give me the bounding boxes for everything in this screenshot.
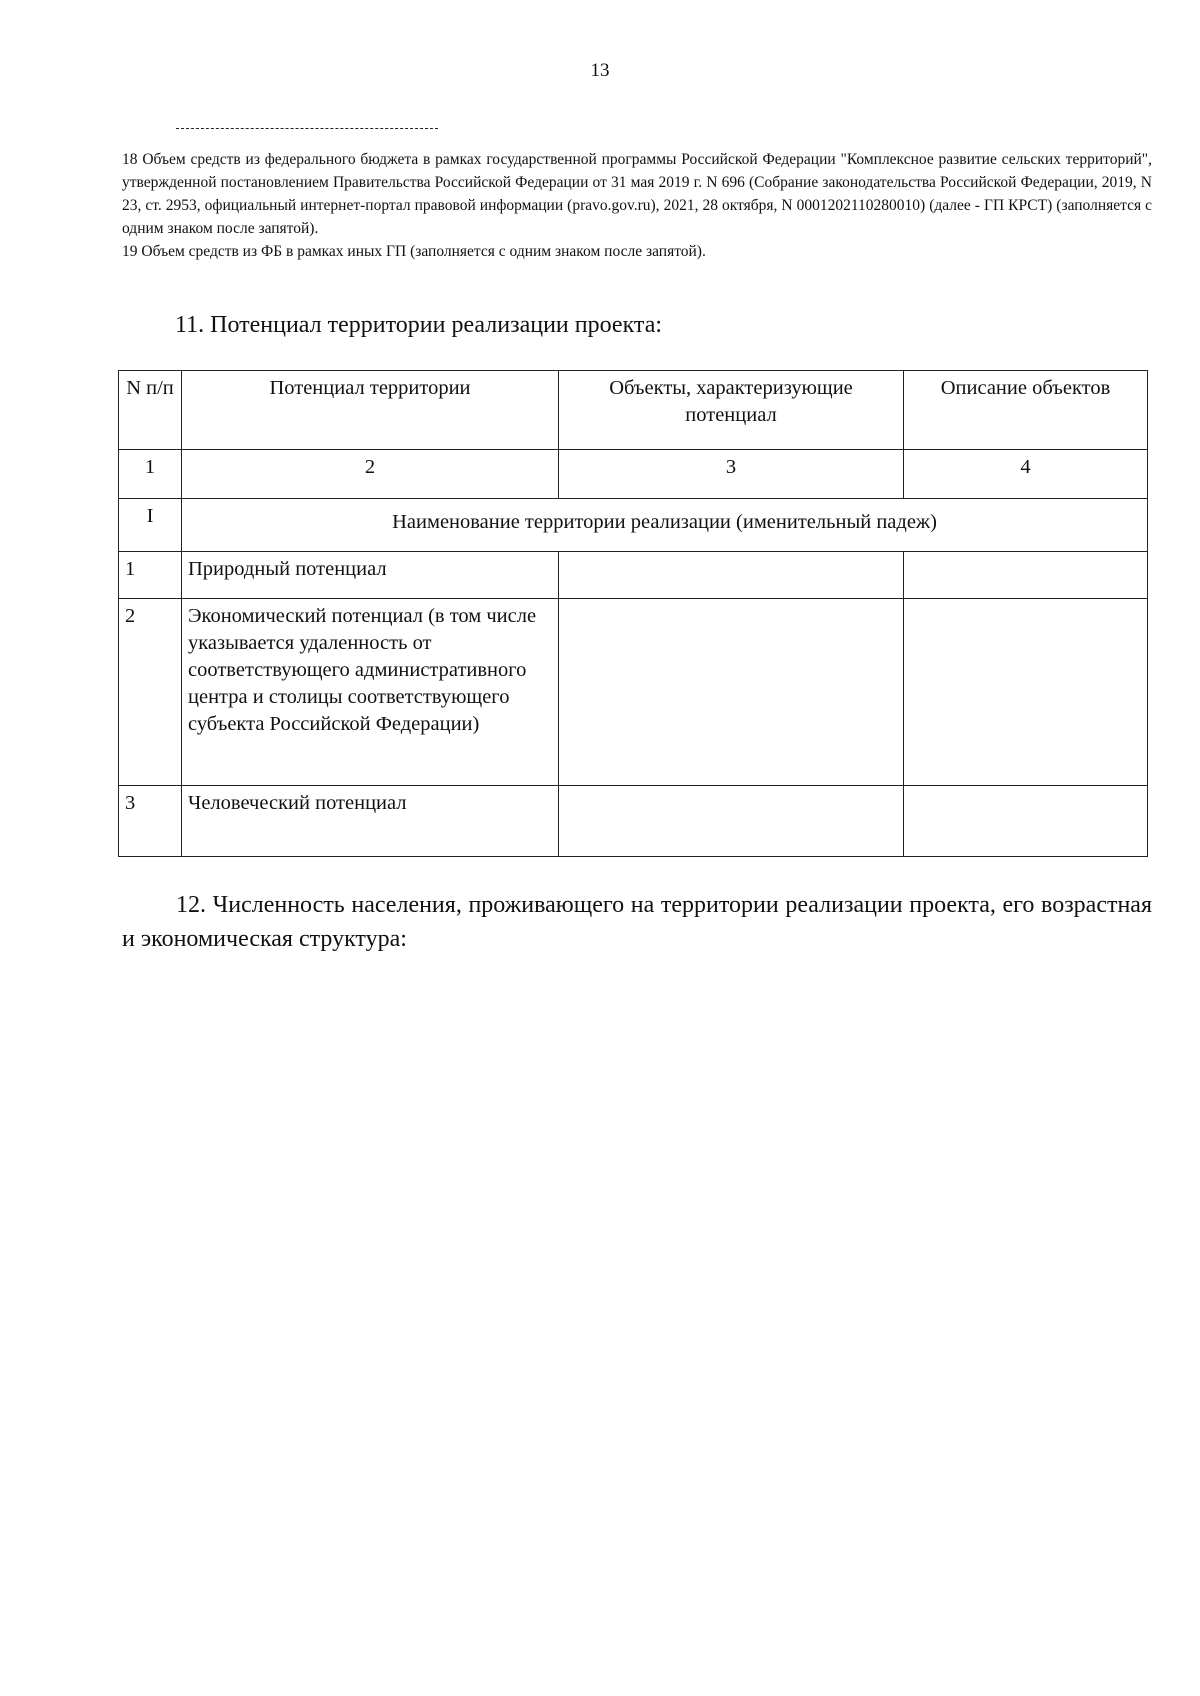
header-description: Описание объектов xyxy=(904,371,1148,450)
table-row xyxy=(119,599,1148,786)
row-num: 3 xyxy=(119,786,182,857)
footnote-18: 18 Объем средств из федерального бюджета в рамках государственной программы Российской Федерации "Комплексное развитие сельских территорий", утвержденной постановлением Правительства Российской Федерации от 31 мая 2019 г. N 696 (Собрание законодательства Российской Федерации, 2019, N 23, ст. 2953, официальный интернет-портал правовой информации (pravo.gov.ru), 2021, 28 октября, N 0001202110280010) (далее - ГП КРСТ) (заполняется с одним знаком после запятой). xyxy=(122,151,1152,237)
footnotes xyxy=(122,148,1152,263)
territory-potential-table xyxy=(118,370,1148,857)
description-cell[interactable] xyxy=(904,599,1148,786)
column-number: 2 xyxy=(182,450,559,499)
column-number: 3 xyxy=(559,450,904,499)
potential-cell: Человеческий потенциал xyxy=(182,786,559,857)
potential-cell: Экономический потенциал (в том числе указывается удаленность от соответствующего административного центра и столицы соответствующего субъекта Российской Федерации) xyxy=(182,599,559,786)
footnote-19: 19 Объем средств из ФБ в рамках иных ГП (заполняется с одним знаком после запятой). xyxy=(122,243,706,260)
description-cell[interactable] xyxy=(904,786,1148,857)
footnote-separator xyxy=(176,128,438,129)
section-11-title: 11. Потенциал территории реализации проекта: xyxy=(175,312,663,338)
column-number: 1 xyxy=(119,450,182,499)
page-number: 13 xyxy=(590,60,610,81)
territory-num: I xyxy=(119,499,182,552)
header-potential: Потенциал территории xyxy=(182,371,559,450)
objects-cell[interactable] xyxy=(559,786,904,857)
table-row xyxy=(119,552,1148,599)
objects-cell[interactable] xyxy=(559,599,904,786)
potential-cell: Природный потенциал xyxy=(182,552,559,599)
section-12-title: 12. Численность населения, проживающего на территории реализации проекта, его возрастная и экономическая структура: xyxy=(122,892,1152,952)
description-cell[interactable] xyxy=(904,552,1148,599)
table-row xyxy=(119,786,1148,857)
header-num: N п/п xyxy=(119,371,182,450)
row-num: 2 xyxy=(119,599,182,786)
row-num: 1 xyxy=(119,552,182,599)
territory-name-cell: Наименование территории реализации (именительный падеж) xyxy=(182,499,1148,552)
column-numbers-row xyxy=(119,450,1148,499)
territory-row xyxy=(119,499,1148,552)
objects-cell[interactable] xyxy=(559,552,904,599)
table-header-row xyxy=(119,371,1148,450)
header-objects: Объекты, характеризующие потенциал xyxy=(559,371,904,450)
column-number: 4 xyxy=(904,450,1148,499)
